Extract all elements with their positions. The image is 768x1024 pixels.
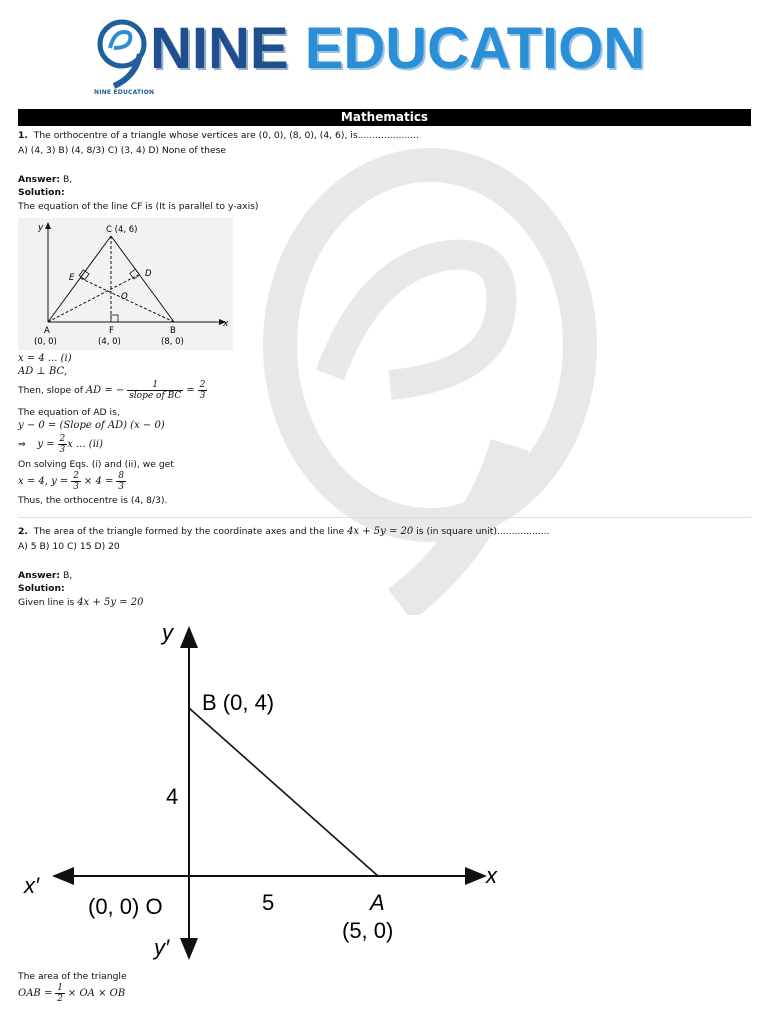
fig2-origin: (0, 0) O (88, 894, 163, 919)
q2-area-lhs: OAB = (18, 988, 53, 999)
q1-sol-fraction-2: $\frac{8}{3}$ (118, 471, 125, 492)
fig1-coord-a: (0, 0) (34, 337, 57, 347)
q2-text (18, 526, 550, 538)
fig2-x-prime-label: x′ (24, 873, 40, 898)
q1-slope-line (18, 380, 207, 401)
q1-eq2: AD ⊥ BC, (18, 366, 68, 377)
q1-solving: On solving Eqs. (i) and (ii), we get (18, 459, 174, 470)
q1-eq-ad-title: The equation of AD is, (18, 407, 120, 418)
fig1-vertex-a: A (44, 326, 50, 336)
fig1-y-label: y (38, 223, 44, 233)
q1-slope-result: $\frac{2}{3}$ (199, 380, 206, 401)
fig2-base-label: 5 (262, 890, 275, 915)
q1-eq-ii-lhs: y = (37, 439, 55, 450)
q1-number: 1. (18, 130, 28, 141)
brand-logo-caption: NINE EDUCATION (94, 89, 155, 96)
fig2-y-prime-label: y′ (154, 935, 170, 960)
fig1-coord-b: (8, 0) (161, 337, 184, 347)
q2-question-start: The area of the triangle formed by the coordinate axes and the line (33, 526, 345, 537)
q1-slope-fraction: $\frac{1}{\text{slope of BC}}$ (129, 380, 182, 401)
q1-options: A) (4, 3) B) (4, 8/3) C) (3, 4) D) None of these (18, 145, 227, 156)
fig2-point-a: A (370, 890, 385, 915)
q2-question-equation: 4x + 5y = 20 (347, 526, 414, 537)
watermark-logo (250, 145, 610, 615)
q1-eq-ad: y − 0 = (Slope of AD) (x − 0) (18, 420, 165, 431)
fig2-y-label: y (162, 620, 173, 645)
q2-answer-value: B, (62, 570, 73, 581)
fig1-coord-f: (4, 0) (98, 337, 121, 347)
q2-area-rhs: × OA × OB (67, 988, 126, 999)
q2-solution-label: Solution: (18, 583, 65, 594)
q2-number: 2. (18, 526, 28, 537)
q1-slope-prefix: Then, slope of (18, 385, 83, 396)
q1-sol-lhs: x = 4, y = (18, 476, 69, 487)
q2-given-equation: 4x + 5y = 20 (77, 597, 144, 608)
fig1-vertex-c: C (4, 6) (106, 225, 138, 235)
q1-sol-fraction-1: $\frac{2}{3}$ (73, 471, 79, 492)
brand-logo-icon (92, 18, 150, 90)
brand-nine: NINE (150, 16, 289, 81)
q2-given (18, 597, 144, 609)
q1-answer (18, 174, 72, 186)
q1-line1: The equation of the line CF is (It is parallel to y-axis) (18, 201, 259, 212)
q1-sol-mid: × 4 = (83, 476, 114, 487)
q1-solution-values (18, 471, 126, 492)
fig2-point-b: B (0, 4) (202, 690, 275, 715)
q1-solution-label: Solution: (18, 187, 65, 198)
q2-question-end: is (in square unit).................. (416, 526, 550, 537)
q1-question: The orthocentre of a triangle whose vertices are (0, 0), (8, 0), (4, 6), is..................... (33, 130, 419, 141)
q1-slope-equals: = (186, 385, 195, 396)
fig2-coord-a: (5, 0) (342, 918, 394, 943)
fig2-height-label: 4 (166, 784, 179, 809)
q1-eq-ii-fraction: $\frac{2}{3}$ (59, 434, 66, 455)
q2-area-formula (18, 983, 125, 1004)
q1-eq-ii (18, 434, 103, 455)
q2-area-fraction: $\frac{1}{2}$ (57, 983, 63, 1004)
fig1-point-e: E (69, 273, 75, 283)
q2-area-title: The area of the triangle (18, 971, 127, 982)
fig2-x-label: x (486, 863, 497, 888)
q2-triangle-figure (22, 618, 507, 970)
fig1-point-o: O (121, 292, 128, 302)
fig1-x-label: x (223, 319, 229, 329)
q2-given-prefix: Given line is (18, 597, 75, 608)
brand-title (150, 14, 645, 84)
brand-education: EDUCATION (304, 16, 646, 81)
q1-answer-label: Answer: (18, 174, 61, 185)
q1-eq-ii-rhs: x ... (ii) (67, 439, 103, 450)
q2-options: A) 5 B) 10 C) 15 D) 20 (18, 541, 120, 552)
fig1-point-d: D (145, 269, 152, 279)
q1-slope-lhs: AD = − (85, 385, 125, 396)
q2-answer (18, 570, 72, 582)
q1-conclusion: Thus, the orthocentre is (4, 8/3). (18, 495, 168, 506)
q1-answer-value: B, (62, 174, 73, 185)
fig1-vertex-b: B (170, 326, 176, 336)
fig1-point-f: F (109, 326, 114, 336)
q1-eq1: x = 4 ... (i) (18, 353, 72, 364)
q1-triangle-figure (18, 218, 233, 350)
subject-bar: Mathematics (18, 109, 751, 126)
q1-implies-arrow: ⇒ (18, 439, 26, 450)
question-divider (18, 517, 751, 518)
q1-text (18, 130, 419, 142)
q2-answer-label: Answer: (18, 570, 61, 581)
